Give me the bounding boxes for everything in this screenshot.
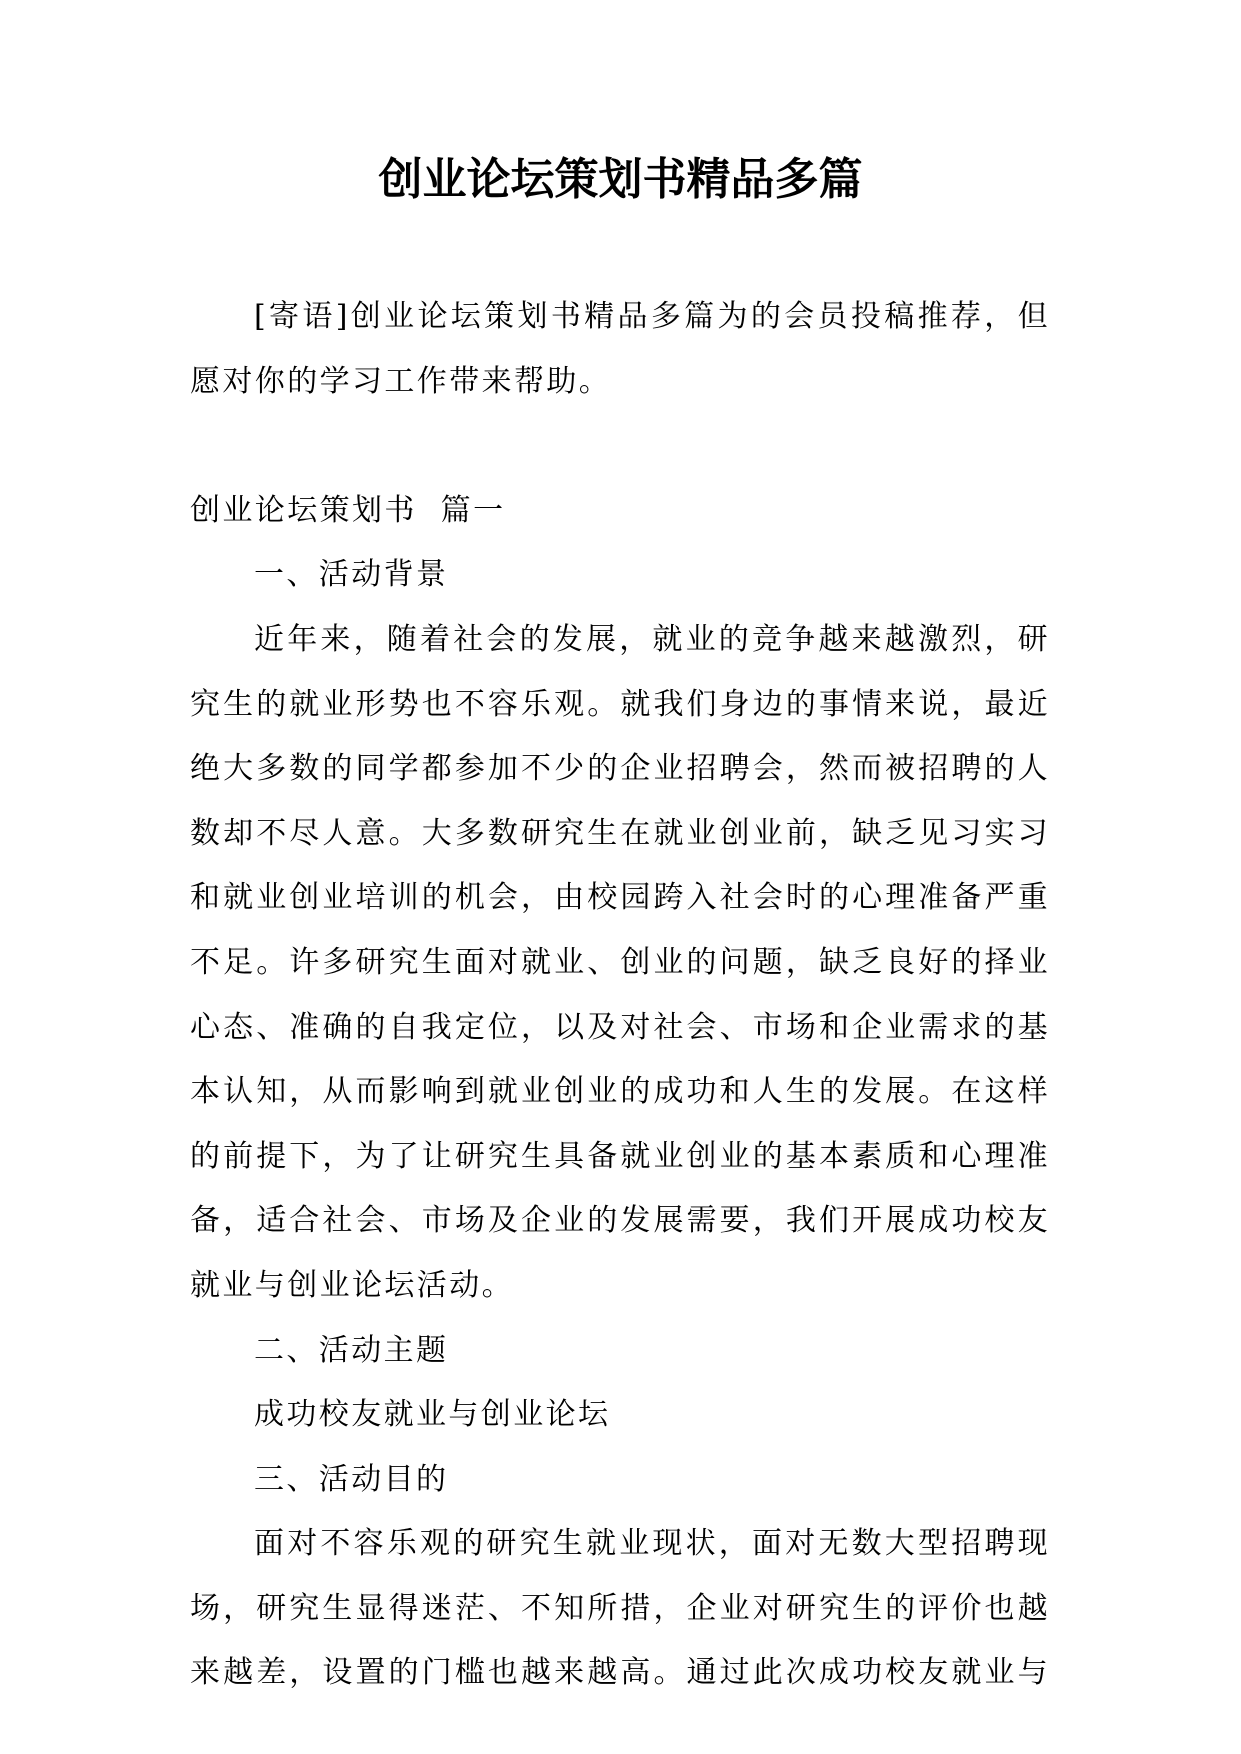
heading-theme: 二、活动主题 [254,1332,449,1368]
purpose-paragraph: 面对不容乐观的研究生就业现状，面对无数大型招聘现场，研究生显得迷茫、不知所措，企业对研究生的评价也越来越差，设置的门槛也越来越高。通过此次成功校友就业与 [190,1526,1050,1691]
background-paragraph: 近年来，随着社会的发展，就业的竞争越来越激烈，研究生的就业形势也不容乐观。就我们身边的事情来说，最近绝大多数的同学都参加不少的企业招聘会，然而被招聘的人数却不尽人意。大多数研究生在就业创业前，缺乏见习实习和就业创业培训的机会，由校园跨入社会时的心理准备严重不足。许多研究生面对就业、创业的问题，缺乏良好的择业心态、准确的自我定位，以及对社会、市场和企业需求的基本认知，从而影响到就业创业的成功和人生的发展。在这样的前提下，为了让研究生具备就业创业的基本素质和心理准备，适合社会、市场及企业的发展需要，我们开展成功校友就业与创业论坛活动。 [190,621,1050,1303]
intro-paragraph: [寄语]创业论坛策划书精品多篇为的会员投稿推荐，但愿对你的学习工作带来帮助。 [190,299,1050,399]
theme-text: 成功校友就业与创业论坛 [254,1397,611,1433]
spacer [190,414,1050,479]
heading-purpose: 三、活动目的 [254,1461,449,1497]
document-title: 创业论坛策划书精品多篇 [378,154,863,205]
heading-background: 一、活动背景 [254,557,449,593]
document-body [190,285,1050,1706]
section-heading: 创业论坛策划书 篇一 [190,492,506,528]
